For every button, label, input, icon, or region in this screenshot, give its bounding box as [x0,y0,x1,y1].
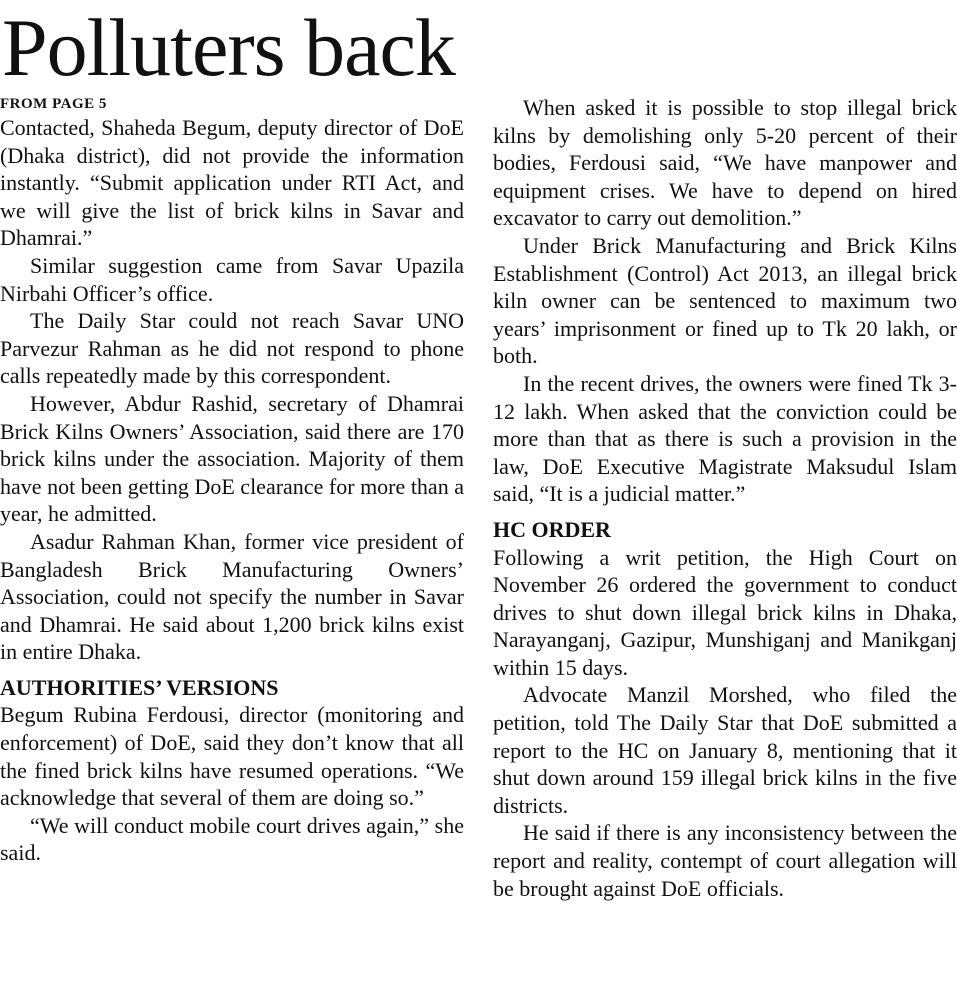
paragraph: In the recent drives, the owners were fined Tk 3-12 lakh. When asked that the conviction could be more than that as there is such a provision in the law, DoE Executive Magistrate Maksudul Islam said, “It is a judicial matter.” [493,370,957,507]
article-column-right [493,94,957,902]
paragraph: The Daily Star could not reach Savar UNO Parvezur Rahman as he did not respond to phone calls repeatedly made by this correspondent. [0,308,464,389]
paragraph: He said if there is any inconsistency between the report and reality, contempt of court allegation will be brought against DoE officials. [493,820,957,901]
headline: Polluters back [2,2,455,93]
paragraph: Asadur Rahman Khan, former vice president of Bangladesh Brick Manufacturing Owners’ Association, could not specify the number in Savar and Dhamrai. He said about 1,200 brick kilns exist in entire Dhaka. [0,528,464,665]
article-column-left [0,94,464,867]
paragraph: Contacted, Shaheda Begum, deputy director of DoE (Dhaka district), did not provide the information instantly. “Submit application under RTI Act, and we will give the list of brick kilns in Savar and Dhamrai.” [0,115,464,251]
jump-line: FROM PAGE 5 [0,96,107,112]
paragraph: Begum Rubina Ferdousi, director (monitoring and enforcement) of DoE, said they don’t know that all the fined brick kilns have resumed operations. “We acknowledge that several of them are doing so.” [0,702,464,811]
paragraph: “We will conduct mobile court drives again,” she said. [0,812,464,866]
paragraph: Similar suggestion came from Savar Upazila Nirbahi Officer’s office. [0,252,464,306]
paragraph: However, Abdur Rashid, secretary of Dhamrai Brick Kilns Owners’ Association, said there are 170 brick kilns under the association. Majority of them have not been getting DoE clearance for more than a year, he admitted. [0,390,464,527]
paragraph: Advocate Manzil Morshed, who filed the petition, told The Daily Star that DoE submitted a report to the HC on January 8, mentioning that it shut down around 159 illegal brick kilns in the five districts. [493,682,957,818]
subhead-hc-order: HC ORDER [493,516,611,542]
paragraph: Under Brick Manufacturing and Brick Kilns Establishment (Control) Act 2013, an illegal brick kiln owner can be sentenced to maximum two years’ imprisonment or fined up to Tk 20 lakh, or both. [493,232,957,369]
subhead-authorities-versions: AUTHORITIES’ VERSIONS [0,674,279,700]
paragraph: Following a writ petition, the High Court on November 26 ordered the government to conduct drives to shut down illegal brick kilns in Dhaka, Narayanganj, Gazipur, Munshiganj and Manikganj within 15 days. [493,544,957,680]
paragraph: When asked it is possible to stop illegal brick kilns by demolishing only 5-20 percent of their bodies, Ferdousi said, “We have manpower and equipment crises. We have to depend on hired excavator to carry out demolition.” [493,95,957,231]
